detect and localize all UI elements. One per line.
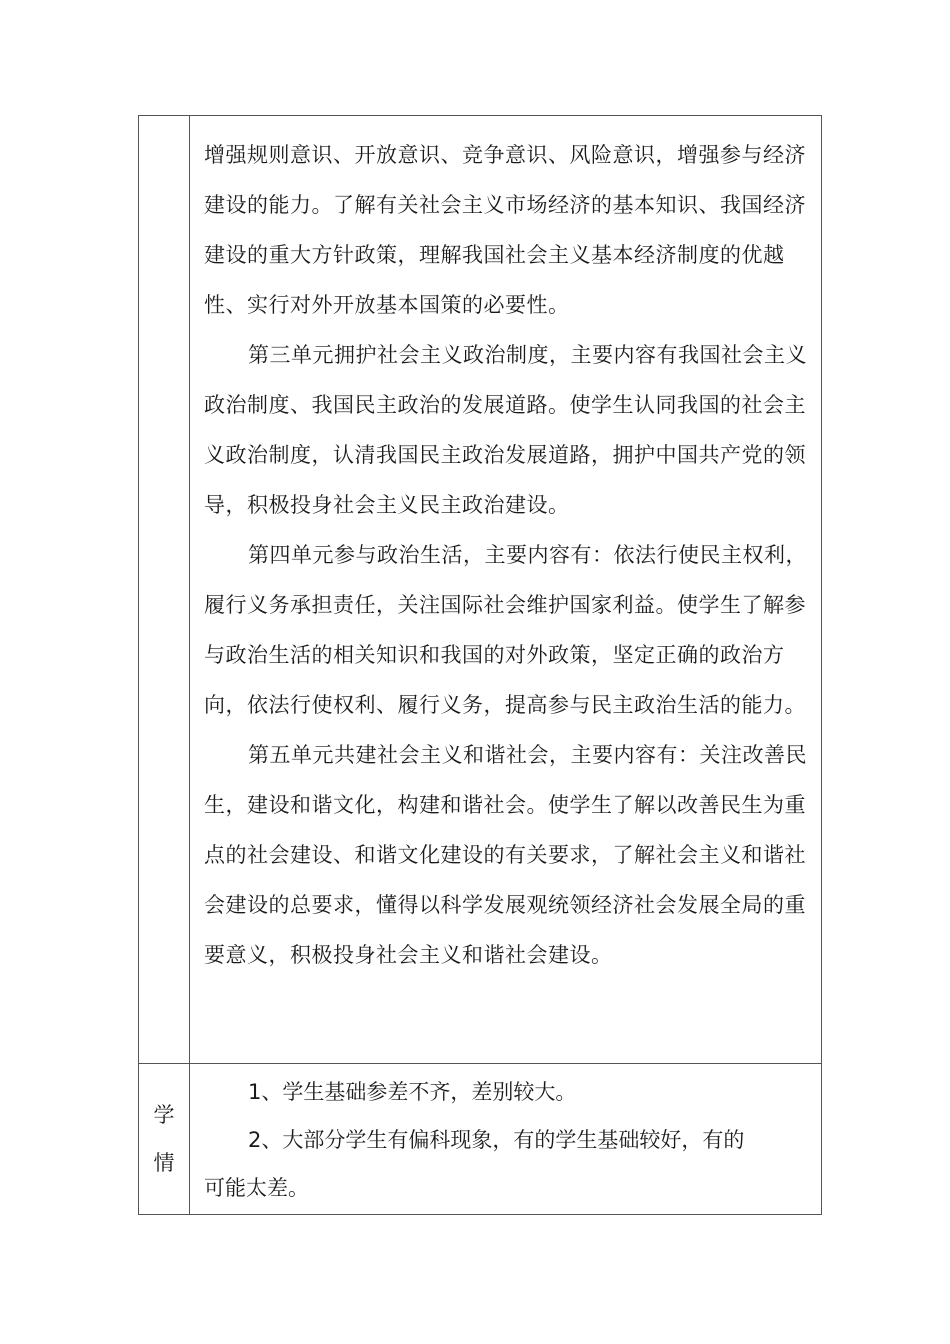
xueqing-label-cell — [139, 1064, 190, 1215]
xueqing-content-cell — [190, 1064, 822, 1215]
xueqing-label-char-2: 情 — [153, 1151, 175, 1175]
paragraph-unit-4: 第四单元参与政治生活，主要内容有：依法行使民主权利，履行义务承担责任，关注国际社会维护国家利益。使学生了解参与政治生活的相关知识和我国的对外政策，坚定正确的政治方向，依法行使权利、履行义务，提高参与民主政治生活的能力。 — [204, 543, 807, 717]
xueqing-label — [139, 1064, 189, 1214]
xueqing-content — [190, 1064, 821, 1212]
paragraph-unit-5: 第五单元共建社会主义和谐社会，主要内容有：关注改善民生，建设和谐文化，构建和谐社会。使学生了解以改善民生为重点的社会建设、和谐文化建设的有关要求，了解社会主义和谐社会建设的总要求，懂得以科学发展观统领经济社会发展全局的重要意义，积极投身社会主义和谐社会建设。 — [204, 743, 807, 967]
paragraph-continuation: 增强规则意识、开放意识、竞争意识、风险意识，增强参与经济建设的能力。了解有关社会主义市场经济的基本知识、我国经济建设的重大方针政策，理解我国社会主义基本经济制度的优越性、实行对外开放基本国策的必要性。 — [204, 143, 806, 317]
plan-table — [138, 115, 822, 1215]
table-row-content — [139, 116, 822, 1064]
xueqing-item-1: 1、学生基础参差不齐，差别较大。 — [248, 1080, 577, 1104]
table-row-xueqing — [139, 1064, 822, 1215]
xueqing-item-2: 2、大部分学生有偏科现象，有的学生基础较好，有的可能太差。 — [204, 1128, 745, 1200]
row-label-cell — [139, 116, 190, 1064]
content-cell — [190, 116, 822, 1064]
paragraph-unit-3: 第三单元拥护社会主义政治制度，主要内容有我国社会主义政治制度、我国民主政治的发展道路。使学生认同我国的社会主义政治制度，认清我国民主政治发展道路，拥护中国共产党的领导，积极投身社会主义民主政治建设。 — [204, 343, 807, 517]
content-text — [190, 116, 821, 980]
xueqing-label-char-1: 学 — [153, 1103, 175, 1127]
